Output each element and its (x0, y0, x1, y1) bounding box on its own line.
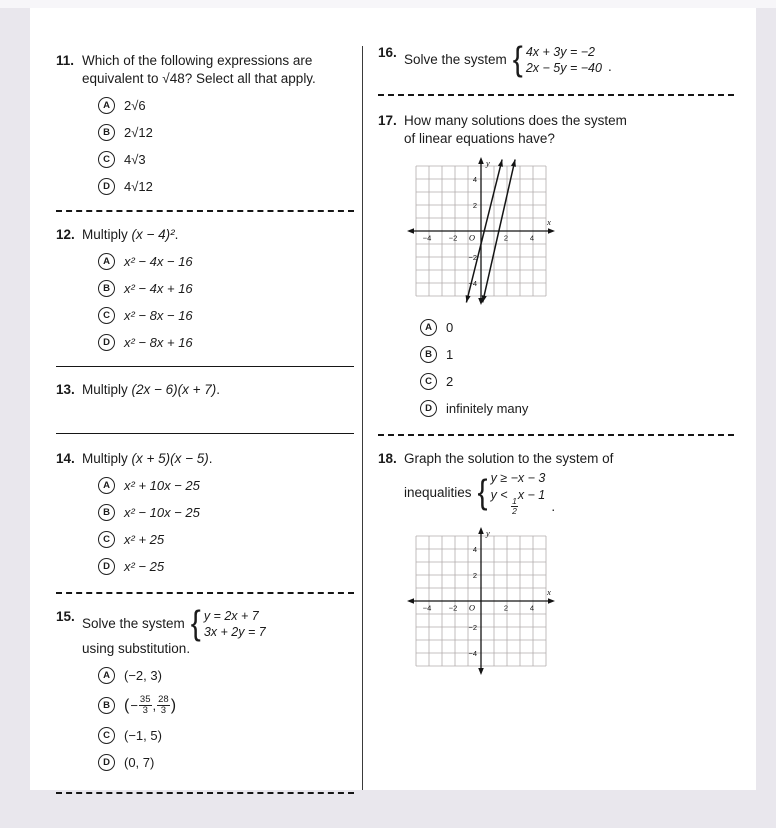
question-text-line1: Graph the solution to the system of (404, 451, 614, 466)
text-suffix: . (208, 451, 213, 466)
question-12 (56, 226, 354, 356)
choice-text: (−1, 5) (124, 728, 162, 743)
text-suffix: . (551, 498, 556, 514)
text-prefix: Multiply (82, 227, 132, 242)
choice-row (98, 689, 354, 722)
choice-text (124, 695, 176, 716)
choice-row (98, 119, 354, 146)
choice-letter: A (98, 477, 115, 494)
question-text: How many solutions does the system of linear equations have? (404, 113, 627, 146)
choice-letter: B (98, 280, 115, 297)
choice-row (98, 553, 354, 580)
choice-row (420, 395, 734, 422)
x-axis-label: x (547, 217, 551, 227)
question-number: 12. (56, 227, 75, 242)
math-expression: (2x − 6)(x + 7) (131, 382, 217, 397)
choice-row (98, 749, 354, 776)
choice-row (98, 722, 354, 749)
question-number: 15. (56, 609, 75, 624)
separator (56, 792, 354, 794)
y-tick-label: 2 (472, 570, 477, 580)
choice-text: 0 (446, 320, 454, 335)
choice-letter: D (98, 558, 115, 575)
y-tick-label: −4 (468, 648, 477, 658)
choice-text: 2√6 (124, 98, 146, 113)
choice-letter: C (98, 151, 115, 168)
fraction: $\frac{35}{3}$ (139, 694, 151, 716)
choice-letter: B (98, 124, 115, 141)
question-number: 17. (378, 113, 397, 128)
answer-choices (420, 314, 734, 422)
choice-row (98, 526, 354, 553)
question-17 (378, 112, 734, 422)
choice-letter: D (98, 178, 115, 195)
equation-2: 3x + 2y = 7 (203, 625, 266, 639)
question-text: Which of the following expressions are equivalent to √48? Select all that apply. (82, 53, 316, 86)
choice-text: 2 (446, 374, 454, 389)
y-tick-label: 4 (472, 175, 477, 184)
separator (56, 592, 354, 594)
worksheet-page (30, 8, 756, 790)
question-text (82, 604, 354, 643)
choice-letter: C (98, 727, 115, 744)
text-suffix: . (174, 227, 179, 242)
choice-row (98, 173, 354, 200)
system-brace: { (512, 40, 523, 79)
equation-system (512, 40, 602, 79)
question-number: 14. (56, 451, 75, 466)
x-axis-label: x (547, 586, 551, 597)
y-tick-label: 2 (472, 201, 477, 210)
text-prefix: inequalities (404, 484, 472, 500)
minus-sign: − (130, 698, 138, 713)
text-intro: Solve the system (82, 616, 185, 631)
x-tick-label: 2 (503, 603, 509, 613)
x-tick-label: 4 (529, 603, 535, 613)
choice-text: x² − 8x + 16 (124, 335, 193, 350)
choice-text: (−2, 3) (124, 668, 162, 683)
separator (56, 366, 354, 367)
inequality-1: y ≥ −x − 3 (490, 471, 546, 485)
choice-text: x² − 25 (124, 559, 165, 574)
x-tick-label: −2 (448, 603, 458, 613)
y-tick-label: −2 (468, 253, 477, 262)
inequality-2: y < $\frac{1}{2}$ x − 1 (490, 488, 546, 516)
left-column (56, 52, 354, 794)
choice-letter: B (98, 697, 115, 714)
text-intro: Solve the system (404, 52, 507, 67)
choice-row (98, 302, 354, 329)
inequality-system (478, 470, 546, 516)
x-tick-label: 2 (503, 233, 509, 243)
text-outro: using substitution. (82, 641, 191, 656)
answer-choices (98, 472, 354, 580)
choice-text: x² − 8x − 16 (124, 308, 193, 323)
choice-row (98, 248, 354, 275)
question-number: 18. (378, 451, 397, 466)
question-number: 13. (56, 382, 75, 397)
question-15 (56, 604, 354, 776)
choice-row (98, 472, 354, 499)
math-expression: (x − 4)² (131, 227, 175, 242)
question-text (82, 226, 354, 244)
axes (410, 160, 552, 302)
choice-letter: C (98, 307, 115, 324)
choice-text: 1 (446, 347, 454, 362)
choice-text: 4√12 (124, 179, 153, 194)
equation-1: 4x + 3y = −2 (525, 45, 595, 59)
paren-close: ) (170, 696, 177, 714)
choice-row (420, 314, 734, 341)
text-prefix: Multiply (82, 451, 132, 466)
q17-graph (406, 156, 556, 308)
choice-row (420, 341, 734, 368)
question-number: 11. (56, 53, 75, 68)
text-prefix: Multiply (82, 382, 132, 397)
equation-2: 2x − 5y = −40 (525, 61, 602, 75)
choice-letter: C (420, 373, 437, 390)
choice-letter: B (98, 504, 115, 521)
fraction: $\frac{1}{2}$ (512, 496, 517, 516)
choice-row (98, 146, 354, 173)
y-axis-label: y (486, 158, 490, 168)
separator (56, 433, 354, 434)
choice-text: (0, 7) (124, 755, 155, 770)
choice-letter: D (420, 400, 437, 417)
choice-letter: D (98, 334, 115, 351)
question-number: 16. (378, 45, 397, 60)
right-column (378, 40, 734, 678)
y-tick-label: −2 (468, 622, 477, 632)
separator (56, 210, 354, 212)
question-18 (378, 450, 734, 678)
q18-graph (406, 526, 556, 678)
question-text (82, 450, 354, 468)
question-13 (56, 381, 354, 399)
axes (410, 527, 552, 672)
choice-letter: B (420, 346, 437, 363)
fraction: 28 3 (158, 694, 169, 716)
equation-1: y = 2x + 7 (203, 609, 259, 623)
x-tick-label: 4 (529, 233, 535, 243)
question-text (82, 381, 354, 399)
x-tick-label: −4 (422, 233, 432, 243)
choice-text: x² − 4x − 16 (124, 254, 193, 269)
choice-row (420, 368, 734, 395)
choice-row (98, 662, 354, 689)
question-text-line2 (404, 470, 734, 516)
answer-choices (98, 92, 354, 200)
separator (378, 94, 734, 96)
answer-choices (98, 662, 354, 776)
choice-text: x² + 10x − 25 (124, 478, 200, 493)
y-tick-label: 4 (472, 544, 477, 554)
choice-row (98, 329, 354, 356)
separator (378, 434, 734, 436)
question-text (404, 40, 734, 79)
answer-choices (98, 248, 354, 356)
y-axis-label: y (486, 527, 490, 538)
comma: , (152, 698, 157, 713)
x-tick-label: −2 (448, 233, 458, 243)
x-tick-label: −4 (422, 603, 432, 613)
choice-letter: A (98, 667, 115, 684)
origin-label: O (468, 602, 475, 613)
choice-row (98, 92, 354, 119)
choice-text: 4√3 (124, 152, 146, 167)
choice-text: infinitely many (446, 401, 529, 416)
system-brace: { (190, 604, 201, 643)
choice-letter: C (98, 531, 115, 548)
scan-top-margin (0, 0, 776, 8)
paren-open: ( (124, 696, 130, 714)
choice-text: 2√12 (124, 125, 153, 140)
choice-text: x² + 25 (124, 532, 165, 547)
column-divider (362, 46, 363, 790)
question-16 (378, 40, 734, 79)
text-suffix: . (216, 382, 221, 397)
choice-letter: D (98, 754, 115, 771)
choice-row (98, 275, 354, 302)
system-brace: { (477, 473, 488, 512)
choice-letter: A (420, 319, 437, 336)
question-14 (56, 450, 354, 580)
y-tick-label: −4 (468, 279, 477, 288)
equation-system (190, 604, 266, 643)
text-suffix: . (607, 59, 612, 74)
question-11 (56, 52, 354, 200)
choice-letter: A (98, 253, 115, 270)
math-expression: (x + 5)(x − 5) (131, 451, 209, 466)
choice-text: x² − 10x − 25 (124, 505, 200, 520)
origin-label: O (468, 232, 475, 243)
choice-letter: A (98, 97, 115, 114)
choice-text: x² − 4x + 16 (124, 281, 193, 296)
choice-row (98, 499, 354, 526)
